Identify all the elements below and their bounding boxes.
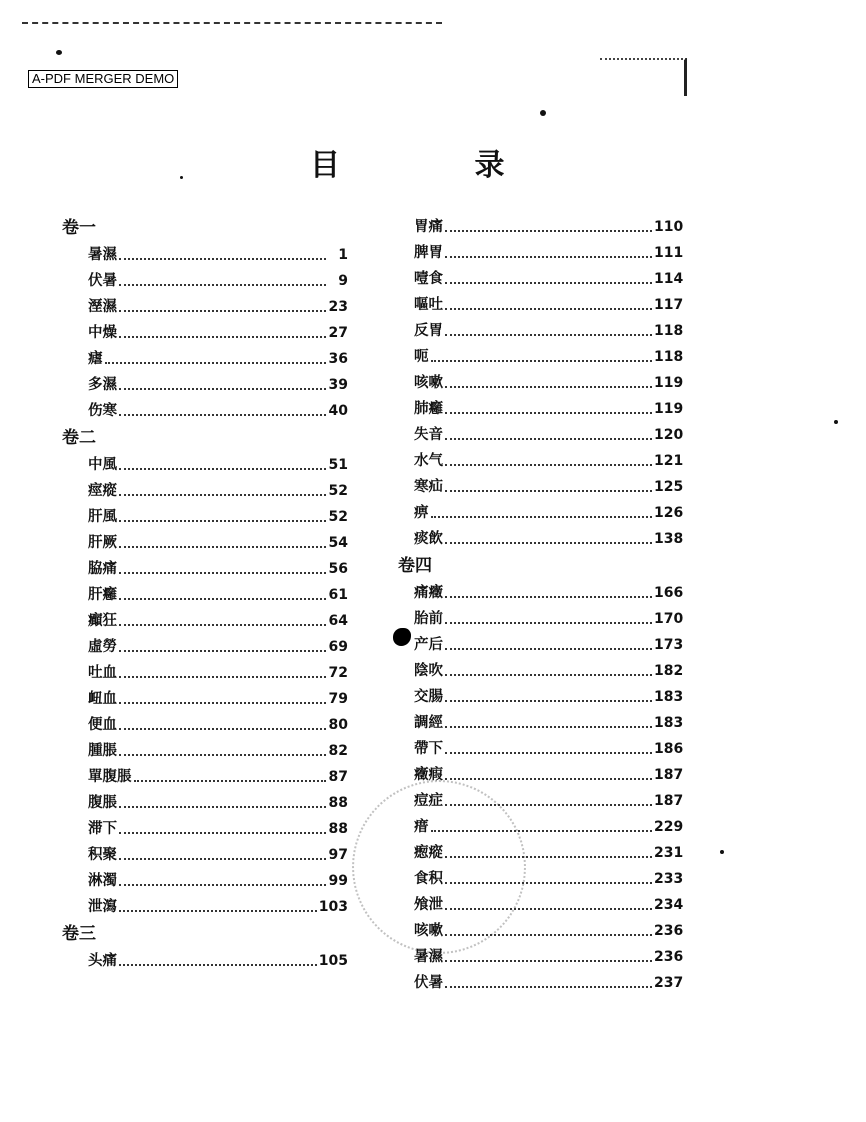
toc-entry-title: 头痛 [88, 952, 117, 969]
dot-leader [445, 386, 652, 388]
dot-leader [119, 546, 326, 548]
dot-leader [119, 468, 326, 470]
toc-entry-title: 胃痛 [414, 218, 443, 235]
toc-entry-page: 236 [654, 923, 684, 939]
toc-entry[interactable] [398, 214, 684, 240]
toc-entry[interactable] [398, 240, 684, 266]
toc-entry-page: 110 [654, 219, 684, 235]
dot-leader [431, 516, 653, 518]
toc-entry-page: 54 [328, 535, 348, 551]
toc-entry[interactable] [398, 892, 684, 918]
toc-entry-page: 61 [328, 587, 348, 603]
dot-leader [445, 674, 652, 676]
toc-entry-title: 暑濕 [414, 948, 443, 965]
toc-entry-title: 咳嗽 [414, 374, 443, 391]
toc-entry[interactable] [398, 422, 684, 448]
toc-entry-page: 87 [328, 769, 348, 785]
dot-leader [445, 986, 652, 988]
toc-entry-page: 82 [328, 743, 348, 759]
toc-entry-page: 170 [654, 611, 684, 627]
dot-leader [119, 520, 326, 522]
dot-leader [119, 754, 326, 756]
toc-entry[interactable] [398, 762, 684, 788]
toc-entry-page: 117 [654, 297, 684, 313]
toc-entry-title: 失音 [414, 426, 443, 443]
toc-entry-page: 80 [328, 717, 348, 733]
toc-entry-title: 中燥 [88, 324, 117, 341]
dot-leader [119, 494, 326, 496]
toc-entry-page: 186 [654, 741, 684, 757]
toc-entry[interactable] [62, 738, 348, 764]
toc-entry-page: 120 [654, 427, 684, 443]
dot-leader [119, 310, 326, 312]
toc-entry-page: 229 [654, 819, 684, 835]
toc-entry[interactable] [398, 632, 684, 658]
toc-entry[interactable] [398, 684, 684, 710]
toc-entry-page: 236 [654, 949, 684, 965]
toc-entry-page: 118 [654, 323, 684, 339]
dot-leader [445, 908, 652, 910]
dot-leader [445, 596, 652, 598]
toc-entry[interactable] [62, 504, 348, 530]
dot-leader [134, 780, 327, 782]
toc-entry-page: 69 [328, 639, 348, 655]
volume-heading: 卷四 [398, 556, 432, 576]
dot-leader [119, 910, 317, 912]
dot-leader [119, 598, 326, 600]
toc-entry-title: 肝厥 [88, 534, 117, 551]
dot-leader [119, 702, 326, 704]
volume-heading: 卷一 [62, 218, 96, 238]
scan-speck [834, 420, 838, 424]
dot-leader [119, 806, 326, 808]
dot-leader [119, 284, 326, 286]
toc-entry-title: 噎食 [414, 270, 443, 287]
toc-entry[interactable] [62, 816, 348, 842]
toc-entry[interactable] [62, 556, 348, 582]
dot-leader [119, 388, 326, 390]
toc-entry-title: 痛癥 [414, 584, 443, 601]
toc-entry[interactable] [62, 582, 348, 608]
toc-entry[interactable] [62, 868, 348, 894]
toc-entry-title: 水气 [414, 452, 443, 469]
toc-entry-title: 嘔吐 [414, 296, 443, 313]
toc-entry-page: 40 [328, 403, 348, 419]
toc-entry-page: 237 [654, 975, 684, 991]
toc-entry-title: 癲狂 [88, 612, 117, 629]
toc-entry[interactable] [62, 398, 348, 424]
dot-leader [445, 438, 652, 440]
toc-entry-page: 183 [654, 715, 684, 731]
toc-entry-title: 痘症 [414, 792, 443, 809]
toc-entry-page: 72 [328, 665, 348, 681]
volume-heading: 卷三 [62, 924, 96, 944]
toc-entry-page: 121 [654, 453, 684, 469]
scan-speck [720, 850, 724, 854]
toc-entry[interactable] [398, 918, 684, 944]
toc-entry[interactable] [398, 944, 684, 970]
toc-entry-page: 114 [654, 271, 684, 287]
toc-entry-title: 吐血 [88, 664, 117, 681]
volume-heading: 卷二 [62, 428, 96, 448]
dot-leader [445, 726, 652, 728]
toc-entry-title: 肝癰 [88, 586, 117, 603]
toc-entry-page: 103 [318, 899, 348, 915]
toc-entry[interactable] [62, 686, 348, 712]
toc-entry-title: 泄瀉 [88, 898, 117, 915]
toc-entry[interactable] [398, 474, 684, 500]
dot-leader [445, 882, 652, 884]
toc-entry[interactable] [398, 580, 684, 606]
toc-entry[interactable] [62, 790, 348, 816]
toc-entry-title: 暑濕 [88, 246, 117, 263]
toc-entry-page: 56 [328, 561, 348, 577]
toc-entry[interactable] [398, 370, 684, 396]
watermark-label: A-PDF MERGER DEMO [28, 70, 178, 88]
toc-entry[interactable] [398, 788, 684, 814]
toc-entry-title: 瘛瘲 [414, 844, 443, 861]
toc-entry[interactable] [398, 710, 684, 736]
dot-leader [445, 752, 652, 754]
toc-entry-title: 寒疝 [414, 478, 443, 495]
dot-leader [119, 858, 326, 860]
toc-entry[interactable] [398, 292, 684, 318]
toc-entry-page: 36 [328, 351, 348, 367]
toc-entry[interactable] [62, 320, 348, 346]
toc-entry-page: 234 [654, 897, 684, 913]
toc-entry-page: 97 [328, 847, 348, 863]
toc-entry[interactable] [398, 266, 684, 292]
dot-leader [119, 832, 326, 834]
toc-entry-title: 中風 [88, 456, 117, 473]
toc-entry[interactable] [398, 500, 684, 526]
toc-entry[interactable] [62, 530, 348, 556]
toc-entry-title: 便血 [88, 716, 117, 733]
dot-leader [119, 258, 326, 260]
toc-entry[interactable] [62, 242, 348, 268]
toc-entry-title: 呃 [414, 348, 429, 365]
toc-entry-title: 肝風 [88, 508, 117, 525]
dot-leader [445, 490, 652, 492]
toc-entry-title: 虛勞 [88, 638, 117, 655]
toc-entry-title: 脇痛 [88, 560, 117, 577]
toc-entry-page: 39 [328, 377, 348, 393]
toc-entry-title: 衄血 [88, 690, 117, 707]
toc-entry-title: 肺癰 [414, 400, 443, 417]
toc-entry[interactable] [398, 318, 684, 344]
toc-entry-page: 166 [654, 585, 684, 601]
dot-leader [445, 856, 652, 858]
toc-entry-title: 腹脹 [88, 794, 117, 811]
dot-leader [445, 960, 652, 962]
dot-leader [445, 700, 652, 702]
dot-leader [445, 464, 652, 466]
toc-entry-title: 痙瘲 [88, 482, 117, 499]
dot-leader [119, 964, 317, 966]
toc-entry-page: 51 [328, 457, 348, 473]
toc-entry-title: 單腹脹 [88, 768, 132, 785]
toc-entry[interactable] [398, 396, 684, 422]
toc-entry-title: 胎前 [414, 610, 443, 627]
toc-entry[interactable] [398, 448, 684, 474]
toc-entry[interactable] [398, 344, 684, 370]
toc-entry-page: 182 [654, 663, 684, 679]
dot-leader [445, 256, 652, 258]
toc-entry[interactable] [62, 608, 348, 634]
toc-entry[interactable] [62, 268, 348, 294]
dot-leader [105, 362, 327, 364]
toc-entry-page: 99 [328, 873, 348, 889]
toc-entry[interactable] [398, 658, 684, 684]
toc-entry-title: 陰吹 [414, 662, 443, 679]
scan-corner-mark [600, 58, 687, 96]
dot-leader [119, 572, 326, 574]
toc-entry[interactable] [398, 736, 684, 762]
dot-leader [445, 648, 652, 650]
toc-entry[interactable] [62, 452, 348, 478]
toc-entry-page: 9 [338, 273, 348, 289]
toc-entry-title: 食积 [414, 870, 443, 887]
toc-entry[interactable] [398, 866, 684, 892]
toc-entry-page: 88 [328, 821, 348, 837]
dot-leader [445, 230, 652, 232]
dot-leader [445, 334, 652, 336]
toc-entry[interactable] [62, 712, 348, 738]
toc-entry-page: 88 [328, 795, 348, 811]
toc-entry-title: 痹 [414, 504, 429, 521]
toc-entry-page: 105 [318, 953, 348, 969]
toc-entry-page: 138 [654, 531, 684, 547]
dot-leader [119, 336, 326, 338]
toc-entry-page: 173 [654, 637, 684, 653]
toc-entry-title: 伤寒 [88, 402, 117, 419]
toc-entry-page: 111 [654, 245, 684, 261]
scan-speck [180, 176, 183, 179]
toc-entry-title: 积聚 [88, 846, 117, 863]
toc-entry-page: 231 [654, 845, 684, 861]
toc-entry[interactable] [62, 294, 348, 320]
toc-entry[interactable] [398, 606, 684, 632]
toc-entry-title: 腫脹 [88, 742, 117, 759]
toc-entry-title: 調經 [414, 714, 443, 731]
toc-entry-title: 溼濕 [88, 298, 117, 315]
toc-entry[interactable] [398, 526, 684, 552]
toc-entry-page: 119 [654, 401, 684, 417]
toc-entry[interactable] [398, 814, 684, 840]
dot-leader [431, 360, 653, 362]
dot-leader [431, 830, 653, 832]
toc-entry[interactable] [62, 346, 348, 372]
toc-entry[interactable] [62, 948, 348, 974]
dot-leader [445, 934, 652, 936]
toc-entry[interactable] [62, 634, 348, 660]
toc-entry-title: 咳嗽 [414, 922, 443, 939]
toc-entry-page: 118 [654, 349, 684, 365]
dot-leader [445, 308, 652, 310]
toc-entry-title: 多濕 [88, 376, 117, 393]
dot-leader [445, 542, 652, 544]
scan-speck [56, 50, 62, 55]
dot-leader [119, 676, 326, 678]
toc-entry-title: 交腸 [414, 688, 443, 705]
toc-entry-title: 瘧 [88, 350, 103, 367]
toc-entry[interactable] [62, 372, 348, 398]
toc-entry[interactable] [62, 764, 348, 790]
toc-entry-page: 187 [654, 767, 684, 783]
toc-entry-page: 23 [328, 299, 348, 315]
dot-leader [445, 412, 652, 414]
dot-leader [119, 650, 326, 652]
toc-entry-page: 187 [654, 793, 684, 809]
dot-leader [119, 624, 326, 626]
page-title: 目 录 [310, 148, 567, 183]
toc-entry[interactable] [62, 478, 348, 504]
toc-entry-title: 伏暑 [414, 974, 443, 991]
dot-leader [445, 282, 652, 284]
dot-leader [445, 804, 652, 806]
toc-right-column [398, 214, 684, 996]
toc-entry-page: 27 [328, 325, 348, 341]
toc-entry[interactable] [398, 970, 684, 996]
toc-entry[interactable] [398, 840, 684, 866]
scan-speck [540, 110, 546, 116]
toc-entry-title: 飧泄 [414, 896, 443, 913]
toc-entry-page: 79 [328, 691, 348, 707]
toc-entry-title: 产后 [414, 636, 443, 653]
toc-entry[interactable] [62, 894, 348, 920]
dot-leader [119, 414, 326, 416]
toc-entry-page: 233 [654, 871, 684, 887]
toc-entry-page: 126 [654, 505, 684, 521]
toc-entry-page: 119 [654, 375, 684, 391]
toc-entry-title: 痰飲 [414, 530, 443, 547]
toc-entry-title: 癥瘕 [414, 766, 443, 783]
toc-entry[interactable] [62, 660, 348, 686]
toc-entry-title: 淋濁 [88, 872, 117, 889]
toc-entry-page: 183 [654, 689, 684, 705]
dot-leader [119, 728, 326, 730]
toc-entry-title: 反胃 [414, 322, 443, 339]
toc-entry[interactable] [62, 842, 348, 868]
toc-left-column [62, 214, 348, 974]
toc-entry-page: 125 [654, 479, 684, 495]
dot-leader [445, 778, 652, 780]
toc-entry-title: 伏暑 [88, 272, 117, 289]
toc-entry-title: 帶下 [414, 740, 443, 757]
toc-entry-title: 瘄 [414, 818, 429, 835]
toc-entry-page: 64 [328, 613, 348, 629]
toc-entry-page: 52 [328, 483, 348, 499]
toc-entry-page: 1 [338, 247, 348, 263]
toc-entry-title: 滞下 [88, 820, 117, 837]
scan-dash-border [22, 22, 442, 24]
dot-leader [445, 622, 652, 624]
toc-entry-title: 脾胃 [414, 244, 443, 261]
toc-entry-page: 52 [328, 509, 348, 525]
dot-leader [119, 884, 326, 886]
